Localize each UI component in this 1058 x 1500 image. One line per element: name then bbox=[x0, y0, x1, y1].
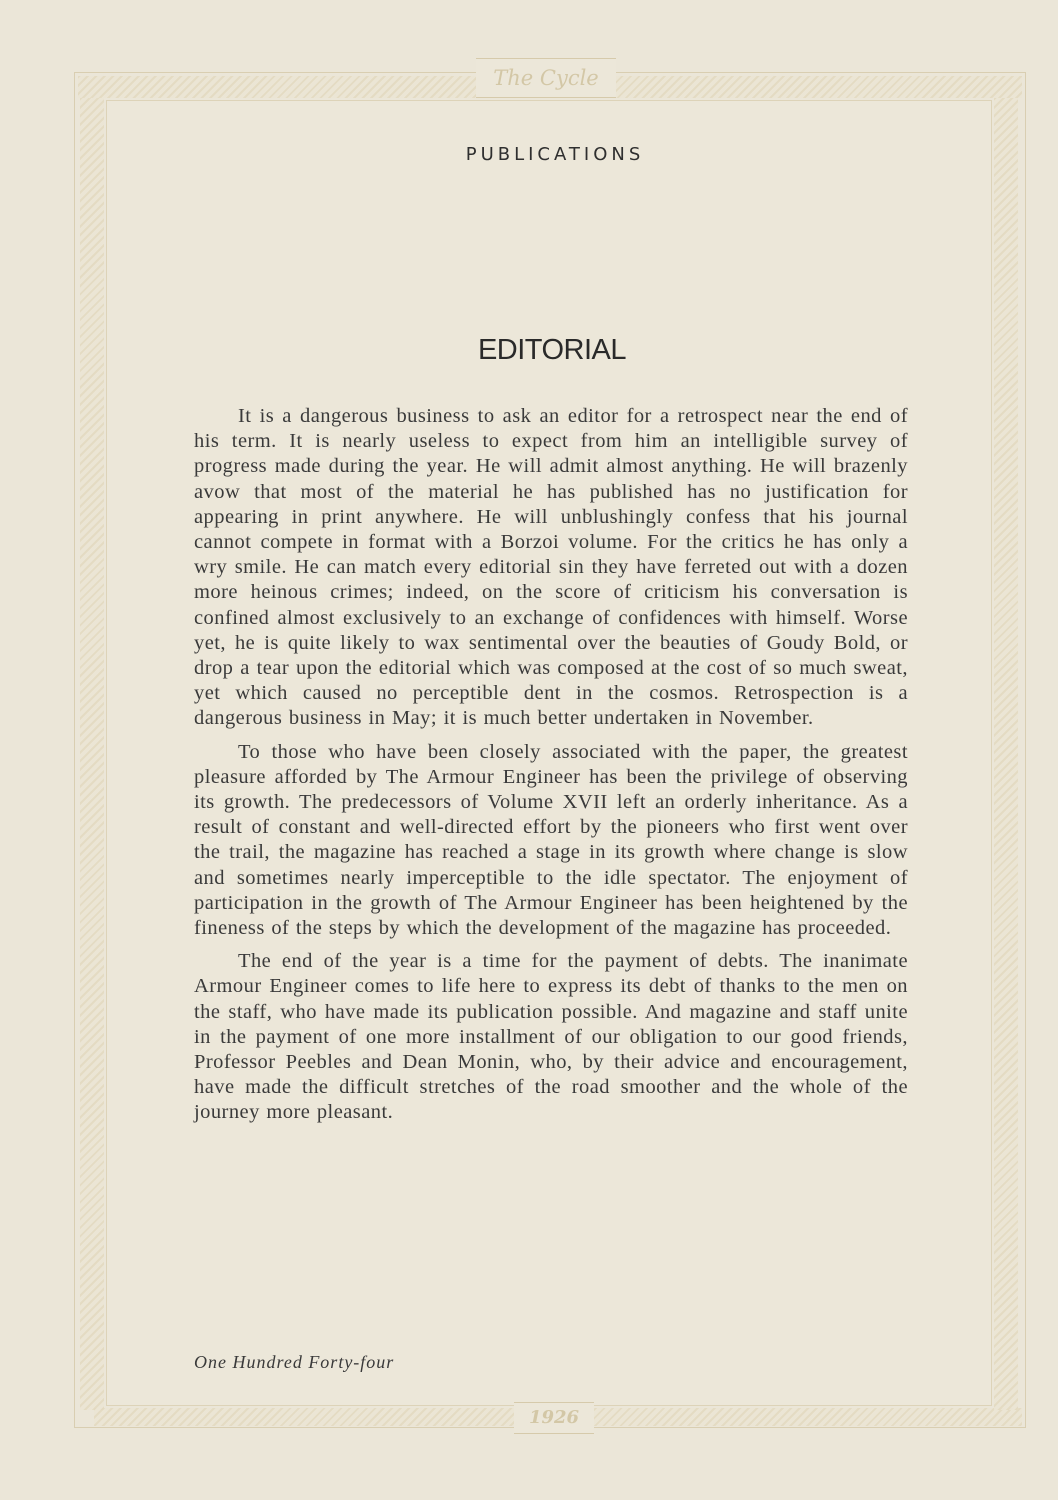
book-title: The Cycle bbox=[493, 66, 599, 90]
year-cartouche bbox=[514, 1402, 594, 1434]
paragraph: To those who have been closely associated with the paper, the greatest pleasure afforded by The Armour Engineer has been the privilege of observing its growth. The predecessors of Volume XVII left an orderly inheritance. As a result of constant and well-directed effort by the pioneers who first went over the trail, the magazine has reached a stage in its growth where change is slow and sometimes nearly imperceptible to the idle spectator. The enjoyment of participation in the growth of The Armour Engineer has been heightened by the fineness of the steps by which the development of the magazine has proceeded. bbox=[194, 740, 908, 940]
book-title-cartouche bbox=[476, 58, 616, 98]
article-body bbox=[194, 404, 908, 1134]
paragraph: It is a dangerous business to ask an editor for a retrospect near the end of his term. It is nearly useless to expect from him an intelligible survey of progress made during the year. He will admit almost anything. He will brazenly avow that most of the material he has published has no justification for appearing in print anywhere. He will unblushingly confess that his journal cannot compete in format with a Borzoi volume. For the critics he has only a wry smile. He can match every editorial sin they have ferreted out with a dozen more heinous crimes; indeed, on the score of criticism his conversation is confined almost exclusively to an exchange of confidences with himself. Worse yet, he is quite likely to wax sentimental over the beauties of Goudy Bold, or drop a tear upon the editorial which was composed at the cost of so much sweat, yet which caused no perceptible dent in the cosmos. Retrospection is a dangerous business in May; it is much better undertaken in November. bbox=[194, 405, 908, 730]
paragraph: The end of the year is a time for the payment of debts. The inanimate Armour Engineer comes to life here to express its debt of thanks to the men on the staff, who have made its publication possible. And magazine and staff unite in the payment of one more installment of our obligation to our good friends, Professor Peebles and Dean Monin, who, by their advice and encouragement, have made the difficult stretches of the road smoother and the whole of the journey more pleasant. bbox=[194, 950, 908, 1124]
year-label: 1926 bbox=[528, 1407, 580, 1428]
page-number: One Hundred Forty-four bbox=[194, 1352, 395, 1372]
right-ornament-band bbox=[994, 98, 1018, 1410]
article-headline: EDITORIAL bbox=[477, 334, 627, 366]
section-title: PUBLICATIONS bbox=[465, 144, 645, 165]
left-ornament-band bbox=[80, 98, 104, 1410]
